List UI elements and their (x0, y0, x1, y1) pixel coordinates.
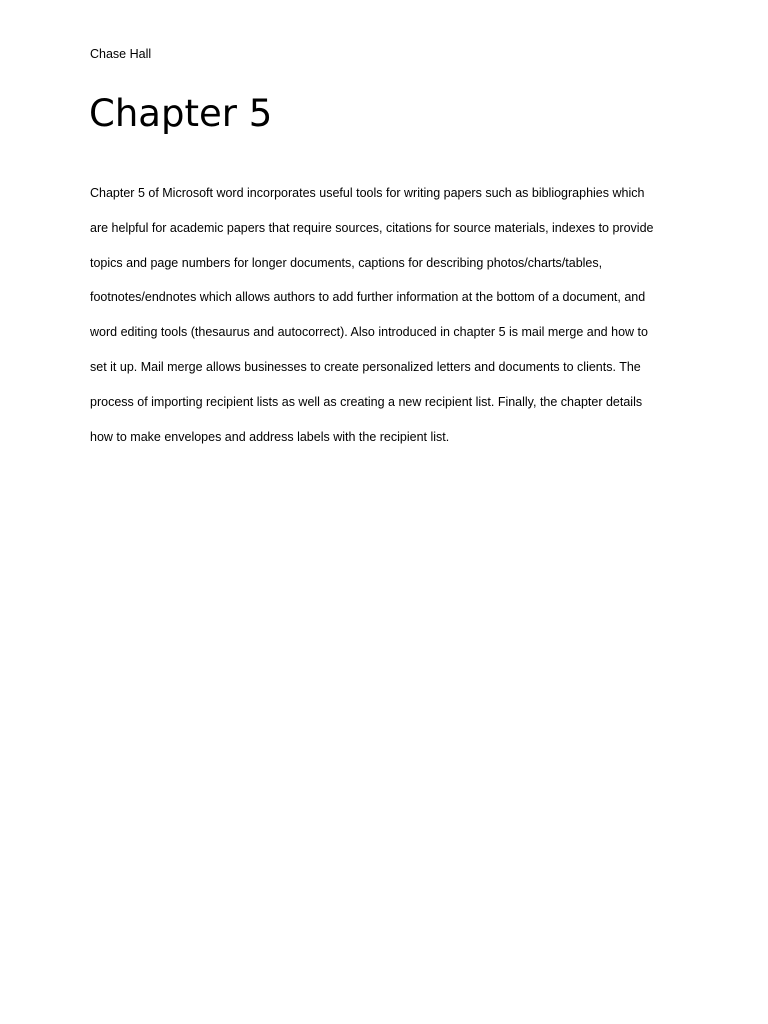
page-title: Chapter 5 (89, 92, 273, 135)
paragraph-line: how to make envelopes and address labels with the recipient list. (90, 429, 450, 444)
author-name: Chase Hall (90, 47, 152, 61)
paragraph-line: are helpful for academic papers that require sources, citations for source materials, indexes to provide (90, 220, 654, 235)
paragraph-line: word editing tools (thesaurus and autocorrect). Also introduced in chapter 5 is mail merge and how to (90, 325, 648, 340)
paragraph-line: process of importing recipient lists as well as creating a new recipient list. Finally, the chapter details (90, 394, 643, 409)
paragraph-line: topics and page numbers for longer documents, captions for describing photos/charts/tables, (90, 255, 603, 270)
body-paragraph (90, 176, 690, 454)
paragraph-line: footnotes/endnotes which allows authors to add further information at the bottom of a document, and (90, 290, 646, 305)
paragraph-line: Chapter 5 of Microsoft word incorporates useful tools for writing papers such as bibliographies which (90, 186, 645, 200)
paragraph-line: set it up. Mail merge allows businesses to create personalized letters and documents to clients. The (90, 359, 641, 374)
